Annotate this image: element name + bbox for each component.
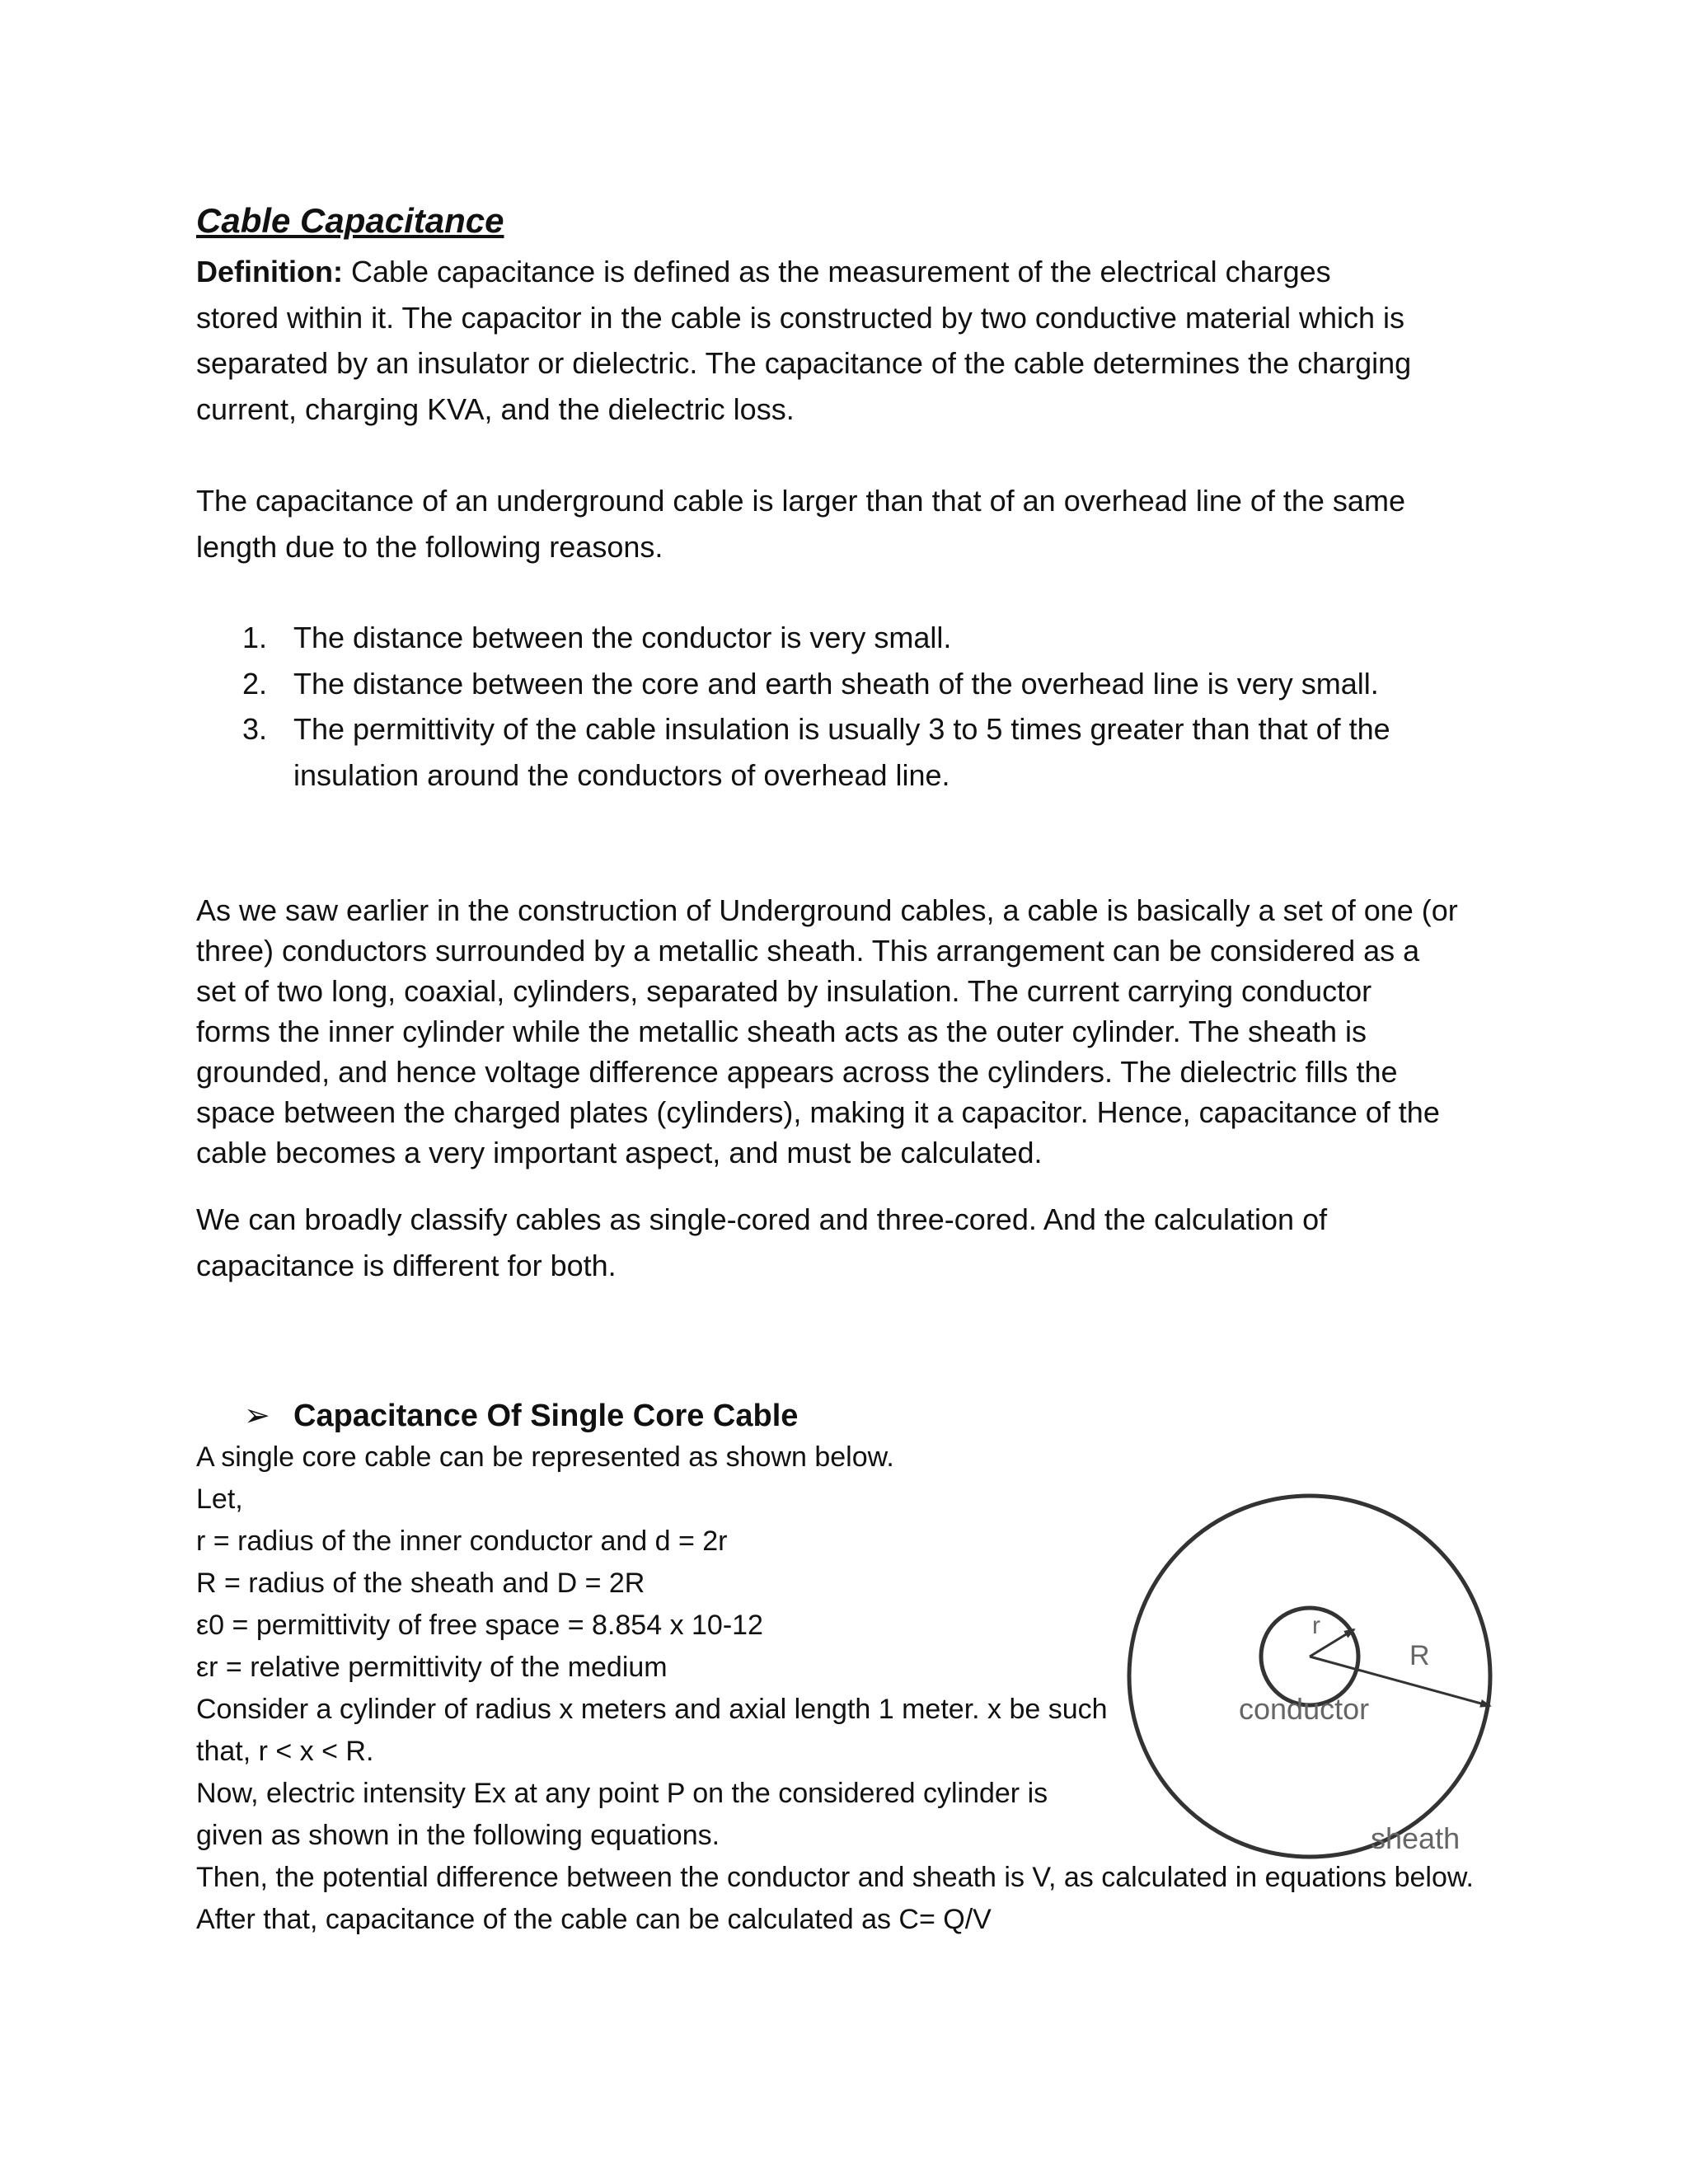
definition-label: Definition:	[196, 255, 343, 288]
text-line: given as shown in the following equations.	[196, 1820, 720, 1851]
text-line: Let,	[196, 1483, 243, 1515]
reasons-list	[196, 615, 1482, 798]
definition-line: Cable capacitance is defined as the measurement of the electrical charges	[342, 255, 1331, 288]
text-line: ε0 = permittivity of free space = 8.854 x 10-12	[196, 1610, 763, 1641]
construction-line: forms the inner cylinder while the metallic sheath acts as the outer cylinder. The sheath is	[196, 1015, 1367, 1048]
list-item	[196, 615, 1482, 661]
sheath-label: sheath	[1371, 1821, 1461, 1855]
construction-line: set of two long, coaxial, cylinders, separated by insulation. The current carrying conductor	[196, 974, 1372, 1008]
construction-line: space between the charged plates (cylinders), making it a capacitor. Hence, capacitance of the	[196, 1095, 1440, 1129]
text-line: Now, electric intensity Ex at any point P on the considered cylinder is	[196, 1778, 1048, 1809]
section-heading	[244, 1393, 798, 1439]
text-line: r = radius of the inner conductor and d = 2r	[196, 1526, 728, 1557]
list-number: 1.	[242, 621, 268, 654]
sheath-circle	[1129, 1496, 1490, 1857]
intro-line: length due to the following reasons.	[196, 529, 663, 564]
list-item-text: The permittivity of the cable insulation is usually 3 to 5 times greater than that of the	[293, 712, 1390, 746]
list-item-text: The distance between the conductor is very small.	[293, 621, 952, 654]
text-line: Then, the potential difference between the conductor and sheath is V, as calculated in equations below.	[196, 1862, 1474, 1893]
construction-line: cable becomes a very important aspect, and must be calculated.	[196, 1136, 1043, 1169]
conductor-label: conductor	[1239, 1692, 1370, 1726]
list-item-text: The distance between the core and earth sheath of the overhead line is very small.	[293, 666, 1379, 701]
text-line: After that, capacitance of the cable can be calculated as C= Q/V	[196, 1904, 992, 1935]
text-line: εr = relative permittivity of the medium	[196, 1652, 668, 1683]
construction-line: grounded, and hence voltage difference appears across the cylinders. The dielectric fills the	[196, 1055, 1398, 1089]
page-title: Cable Capacitance	[196, 201, 504, 240]
text-line: A single core cable can be represented as shown below.	[196, 1441, 894, 1473]
construction-paragraph	[196, 890, 1482, 1173]
inner-radius-label: r	[1312, 1612, 1320, 1639]
bullet-arrow-icon: ➢	[244, 1399, 270, 1433]
intro-paragraph	[196, 478, 1482, 569]
text-line: that, r < x < R.	[196, 1736, 374, 1767]
definition-line: separated by an insulator or dielectric. The capacitance of the cable determines the charging	[196, 346, 1412, 380]
definition-line: stored within it. The capacitor in the cable is constructed by two conductive material which is	[196, 300, 1405, 335]
text-line: Consider a cylinder of radius x meters and axial length 1 meter. x be such	[196, 1694, 1108, 1725]
list-item	[196, 661, 1482, 707]
list-number: 2.	[242, 666, 268, 701]
classify-line: capacitance is different for both.	[196, 1248, 617, 1282]
list-item-text: insulation around the conductors of overhead line.	[293, 757, 950, 792]
definition-paragraph	[196, 249, 1482, 432]
list-number: 3.	[242, 712, 268, 746]
section-heading-text: Capacitance Of Single Core Cable	[293, 1399, 799, 1433]
text-line: R = radius of the sheath and D = 2R	[196, 1568, 645, 1599]
single-core-cable-diagram	[1121, 1459, 1500, 1887]
construction-line: three) conductors surrounded by a metallic sheath. This arrangement can be considered as a	[196, 934, 1420, 968]
construction-line: As we saw earlier in the construction of Underground cables, a cable is basically a set of one (or	[196, 893, 1458, 927]
outer-radius-label: R	[1409, 1640, 1430, 1671]
definition-line: current, charging KVA, and the dielectric loss.	[196, 391, 795, 426]
classify-paragraph	[196, 1197, 1482, 1288]
intro-line: The capacitance of an underground cable is larger than that of an overhead line of the same	[196, 484, 1405, 518]
list-item	[196, 706, 1482, 798]
classify-line: We can broadly classify cables as single-cored and three-cored. And the calculation of	[196, 1202, 1328, 1236]
